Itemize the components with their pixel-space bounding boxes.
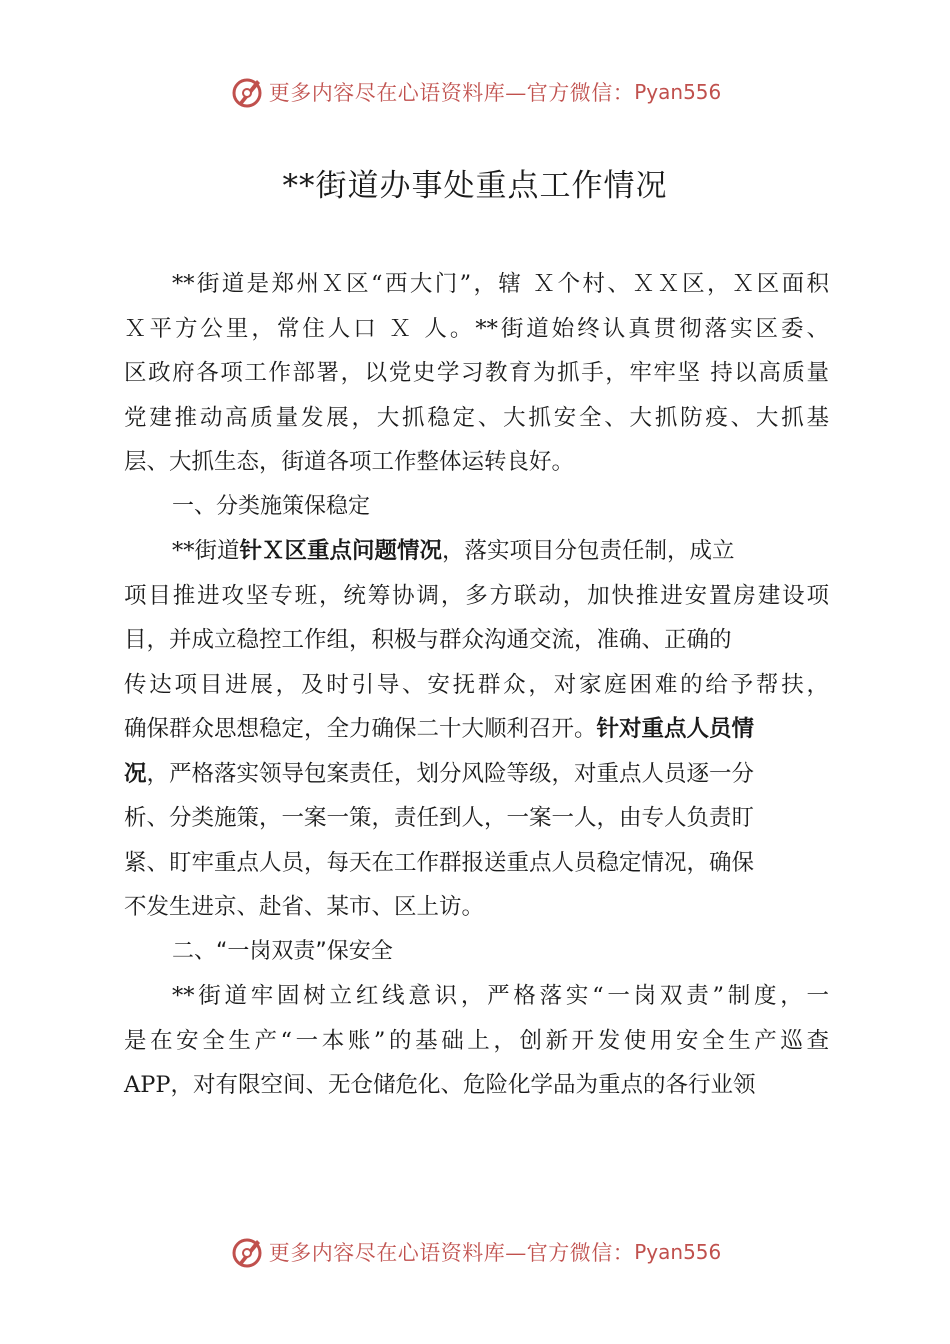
document-body [124,262,829,1108]
text-line: 目，并成立稳控工作组，积极与群众沟通交流，准确、正确的 [124,627,732,653]
section-heading-1: 一、分类施策保稳定 [172,493,371,519]
text-line: 传达项目进展，及时引导、安抚群众，对家庭困难的给予帮扶， [124,671,829,698]
watermark-wechat-id: Pyan556 [634,80,722,104]
paragraph-intro [124,262,829,485]
text-span: ，落实项目分包责任制，成立 [442,538,735,564]
text-line: **街道牢固树立红线意识，严格落实“一岗双责”制度，一 [172,983,829,1009]
text-line: 析、分类施策，一案一策，责任到人，一案一人，由专人负责盯 [124,805,755,831]
text-line [124,529,829,574]
text-line: 项目推进攻坚专班，统筹协调，多方联动，加快推进安置房建设项 [124,582,829,609]
bold-phrase: 况 [124,760,147,787]
watermark-banner-bottom [0,1232,950,1272]
paragraph-safety [124,974,829,1108]
text-line: 不发生进京、赴省、某市、区上访。 [124,894,485,920]
text-line [124,707,829,752]
text-line: 区政府各项工作部署，以党史学习教育为抓手，牢牢坚 持以高质量 [124,360,829,386]
text-line [124,752,829,797]
pen-logo-icon [229,74,265,110]
text-line: 层、大抓生态，街道各项工作整体运转良好。 [124,449,575,475]
text-span: 确保群众思想稳定，全力确保二十大顺利召开。 [124,716,597,742]
text-line: Ｘ平方公里，常住人口 Ｘ 人。**街道始终认真贯彻落实区委、 [124,315,829,342]
watermark-text: 更多内容尽在心语资料库—官方微信： [268,1241,635,1265]
paragraph-stability [124,529,829,930]
watermark-wechat-id: Pyan556 [634,1240,722,1264]
text-line: 紧、盯牢重点人员，每天在工作群报送重点人员稳定情况，确保 [124,849,755,876]
document-title: **街道办事处重点工作情况 [282,168,668,204]
text-line: 党建推动高质量发展，大抓稳定、大抓安全、大抓防疫、大抓基 [124,404,829,431]
section-heading-2: 二、“一岗双责”保安全 [172,938,393,964]
text-line: APP，对有限空间、无仓储危化、危险化学品为重点的各行业领 [124,1072,756,1098]
text-span: **街道 [172,538,240,564]
text-line: 是在安全生产“一本账”的基础上，创新开发使用安全生产巡查 [124,1027,829,1054]
watermark-text: 更多内容尽在心语资料库—官方微信： [268,81,635,105]
bold-phrase: 针对重点人员情 [596,716,755,742]
text-span: ，严格落实领导包案责任，划分风险等级，对重点人员逐一分 [146,760,755,787]
pen-logo-icon [229,1234,265,1270]
text-line: **街道是郑州Ｘ区“西大门”，辖 Ｘ个村、ＸＸ区，Ｘ区面积 [172,271,829,297]
bold-phrase: 针Ｘ区重点问题情况 [239,538,443,564]
watermark-banner-top [0,72,950,112]
